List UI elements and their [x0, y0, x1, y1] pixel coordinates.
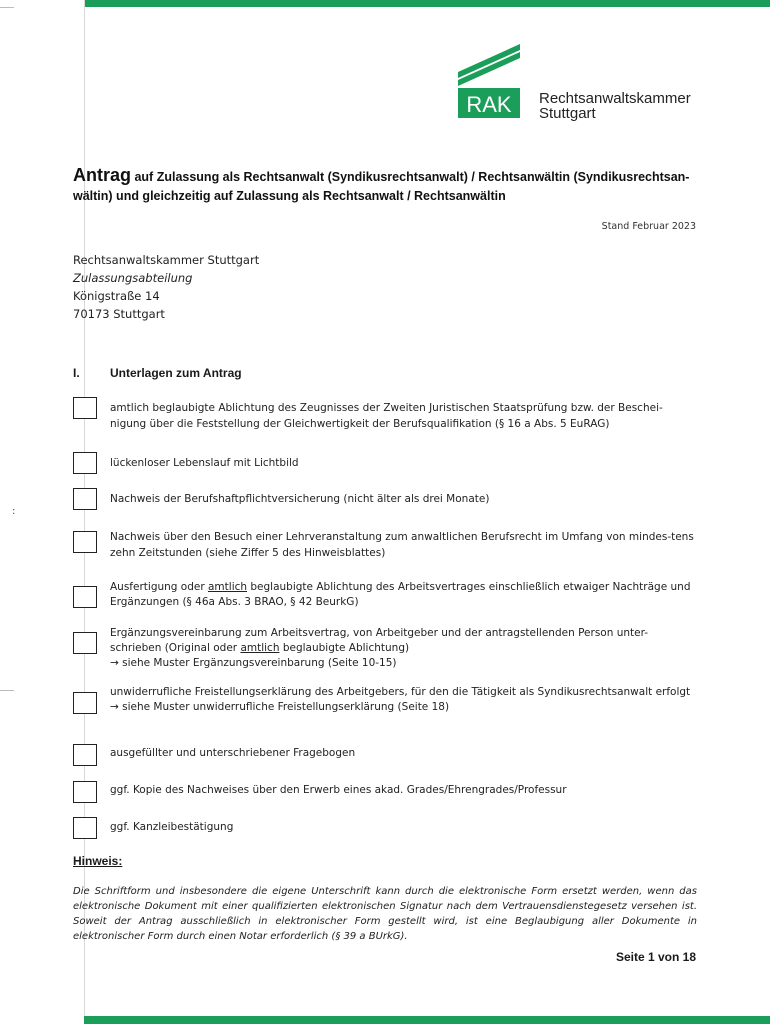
item-haftpflicht: Nachweis der Berufshaftpflichtversicherung (nicht älter als drei Monate)	[110, 493, 490, 505]
address-street: Königstraße 14	[73, 289, 160, 303]
section-title: Unterlagen zum Antrag	[110, 366, 242, 380]
address-city: 70173 Stuttgart	[73, 307, 165, 321]
edge-mark	[0, 7, 14, 8]
item-underlined: amtlich	[240, 642, 280, 654]
checkbox-haftpflicht[interactable]	[73, 488, 97, 510]
checkbox-kanzleibestaetigung[interactable]	[73, 817, 97, 839]
checkbox-arbeitsvertrag[interactable]	[73, 586, 97, 608]
item-text: Ausfertigung oder	[110, 581, 208, 593]
recipient-address	[73, 251, 259, 323]
checkbox-ergaenzungsvereinbarung[interactable]	[73, 632, 97, 654]
edge-mark	[0, 690, 14, 691]
margin-mark: :	[12, 506, 16, 517]
item-arbeitsvertrag	[110, 580, 696, 610]
rak-logo	[458, 44, 522, 118]
checkbox-akad-grad[interactable]	[73, 781, 97, 803]
item-fragebogen: ausgefüllter und unterschriebener Fragebogen	[110, 747, 356, 759]
checkbox-lehrveranstaltung[interactable]	[73, 531, 97, 553]
checkbox-fragebogen[interactable]	[73, 744, 97, 766]
item-underlined: amtlich	[208, 581, 248, 593]
item-text: unwiderrufliche Freistellungserklärung des Arbeitgebers, für den die Tätigkeit als Syndikusrechtsanwalt erfolgt	[110, 686, 691, 698]
title-rest: auf Zulassung als Rechtsanwalt (Syndikusrechtsanwalt) / Rechtsanwältin (Syndikusrechtsan-wältin) und gleichzeitig auf Zulassung als Rechtsanwalt / Rechtsanwältin	[73, 170, 690, 203]
item-reference: → siehe Muster unwiderrufliche Freistellungserklärung (Seite 18)	[110, 701, 450, 713]
item-kanzleibestaetigung: ggf. Kanzleibestätigung	[110, 821, 234, 833]
org-name-line2: Stuttgart	[539, 105, 596, 122]
top-accent-bar	[84, 0, 770, 7]
hinweis-text: Die Schriftform und insbesondere die eigene Unterschrift kann durch die elektronische Form ersetzt werden, wenn das elektronische Dokument mit einer qualifizierten elektronischen Signatur nach dem Vertrauensdienstegesetz versehen ist. Soweit der Antrag ausschließlich in elektronischer Form gestellt wird, ist eine Beglaubigung aller Dokumente in elektronischer Form durch einen Notar erforderlich (§ 39 a BUrkG).	[73, 886, 697, 942]
title-lead: Antrag	[73, 165, 131, 185]
document-date: Stand Februar 2023	[601, 221, 696, 232]
page-number: Seite 1 von 18	[615, 950, 696, 964]
address-line: Rechtsanwaltskammer Stuttgart	[73, 253, 260, 267]
checkbox-zeugnis[interactable]	[73, 397, 97, 419]
item-reference: → siehe Muster Ergänzungsvereinbarung (Seite 10-15)	[110, 657, 397, 669]
item-freistellungserklaerung	[110, 685, 696, 715]
checkbox-freistellungserklaerung[interactable]	[73, 692, 97, 714]
org-name	[539, 91, 691, 121]
item-text: beglaubigte Ablichtung)	[279, 642, 410, 654]
item-lebenslauf: lückenloser Lebenslauf mit Lichtbild	[110, 457, 299, 469]
bottom-accent-bar	[84, 1016, 770, 1024]
item-text: beglaubigte Ablichtung des Arbeitsvertrages einschließlich etwaiger Nachträge und Ergänzungen (§ 46a Abs. 3 BRAO, § 42 BeurkG)	[110, 581, 691, 608]
left-margin-rule	[84, 0, 85, 1024]
item-ergaenzungsvereinbarung	[110, 626, 696, 671]
item-text: Ergänzungsvereinbarung zum Arbeitsvertrag, von Arbeitgeber und der antragstellenden Person unter-schrieben (Original oder	[110, 627, 649, 654]
org-name-line1: Rechtsanwaltskammer	[539, 90, 691, 107]
logo-text: RAK	[466, 92, 512, 117]
item-akad-grad: ggf. Kopie des Nachweises über den Erwerb eines akad. Grades/Ehrengrades/Professur	[110, 784, 567, 796]
checkbox-lebenslauf[interactable]	[73, 452, 97, 474]
item-lehrveranstaltung: Nachweis über den Besuch einer Lehrveranstaltung zum anwaltlichen Berufsrecht im Umfang von mindes-tens zehn Zeitstunden (siehe Ziffer 5 des Hinweisblattes)	[110, 531, 694, 559]
section-number: I.	[73, 366, 80, 380]
document-title	[73, 166, 703, 206]
address-department: Zulassungsabteilung	[73, 271, 193, 285]
hinweis-label: Hinweis:	[73, 854, 123, 868]
item-zeugnis: amtlich beglaubigte Ablichtung des Zeugnisses der Zweiten Juristischen Staatsprüfung bzw. der Beschei-nigung über die Feststellung der Gleichwertigkeit der Berufsqualifikation (§ 16 a Abs. 5 EuRAG)	[110, 402, 663, 430]
